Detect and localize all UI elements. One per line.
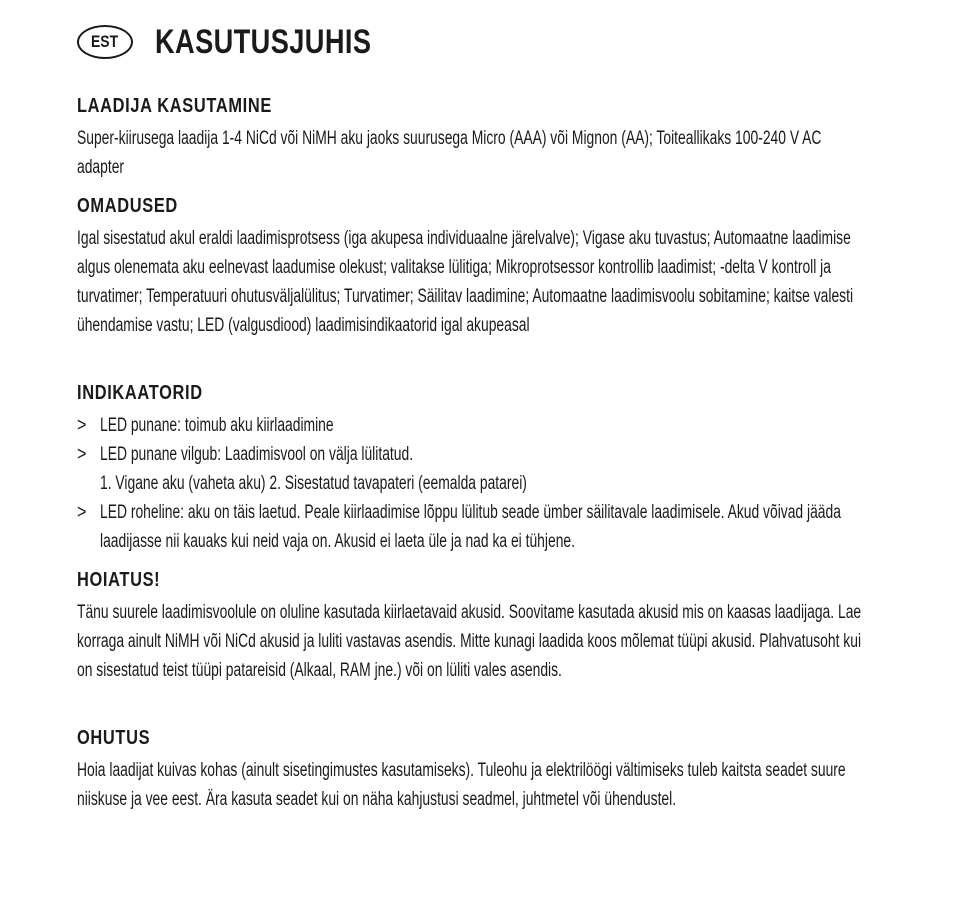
section-heading: HOIATUS! bbox=[77, 569, 161, 591]
section-safety bbox=[77, 724, 897, 843]
indicator-list bbox=[77, 411, 897, 556]
section-heading: LAADIJA KASUTAMINE bbox=[77, 95, 272, 117]
section-heading: INDIKAATORID bbox=[77, 382, 203, 404]
section-body bbox=[77, 124, 897, 182]
section-body bbox=[77, 598, 897, 714]
usage-text: Super-kiirusega laadija 1-4 NiCd või NiMH aku jaoks suurusega Micro (AAA) või Mignon (AA); Toiteallikaks 100-240 V AC adapter bbox=[77, 128, 822, 178]
section-warning bbox=[77, 566, 897, 714]
safety-text: Hoia laadijat kuivas kohas (ainult sisetingimustes kasutamiseks). Tuleohu ja elektrilöögi vältimiseks tuleb kaitsta seadet suure niiskuse ja vee eest. Ära kasuta seadet kui on näha kahjustusi seadmel, juhtmetel või ühendustel. bbox=[77, 760, 846, 810]
section-usage bbox=[77, 92, 897, 182]
warning-text: Tänu suurele laadimisvoolule on oluline kasutada kiirlaetavaid akusid. Soovitame kasutada akusid mis on kaasas laadijaga. Lae korraga ainult NiMH või NiCd akusid ja luliti vastavas asendis. Mitte kunagi laadida koos mõlemat tüüpi akusid. Plahvatusoht kui on sisestatud teist tüüpi patareisid (Alkaal, RAM jne.) või on lüliti vales asendis. bbox=[77, 602, 862, 681]
section-heading: OMADUSED bbox=[77, 195, 178, 217]
manual-page bbox=[77, 18, 897, 843]
language-badge-label: EST bbox=[91, 32, 119, 51]
list-item-text: LED punane: toimub aku kiirlaadimine bbox=[100, 415, 334, 436]
page-title: KASUTUSJUHIS bbox=[155, 22, 372, 61]
section-heading: OHUTUS bbox=[77, 727, 151, 749]
list-item-text: LED roheline: aku on täis laetud. Peale kiirlaadimise lõppu lülitub seade ümber säilitavale laadimisele. Akud võivad jääda laadijasse nii kauaks kui neid vaja on. Akusid ei laeta üle ja nad ka ei tühjene. bbox=[100, 502, 841, 552]
list-marker: > bbox=[77, 444, 87, 465]
list-marker: > bbox=[77, 415, 87, 436]
section-indicators bbox=[77, 379, 897, 556]
list-item bbox=[77, 411, 897, 440]
page-header bbox=[77, 18, 897, 66]
section-body bbox=[77, 224, 897, 369]
section-features bbox=[77, 192, 897, 369]
section-body bbox=[77, 756, 897, 843]
language-badge bbox=[77, 25, 133, 59]
list-item bbox=[77, 440, 897, 498]
list-item bbox=[77, 498, 897, 556]
features-text: Igal sisestatud akul eraldi laadimisprotsess (iga akupesa individuaalne järelvalve); Vigase aku tuvastus; Automaatne laadimise algus olenemata aku eelnevast laadumise olekust; valitakse lülitiga; Mikroprotsessor kontrollib laadimist; -delta V kontroll ja turvatimer; Temperatuuri ohutusväljalülitus; Turvatimer; Säilitav laadimine; Automaatne laadimisvoolu sobitamine; kaitse valesti ühendamise vastu; LED (valgusdiood) laadimisindikaatorid igal akupeasal bbox=[77, 228, 854, 336]
list-marker: > bbox=[77, 502, 87, 523]
list-item-subtext: 1. Vigane aku (vaheta aku) 2. Sisestatud tavapateri (eemalda patarei) bbox=[100, 473, 527, 494]
list-item-text: LED punane vilgub: Laadimisvool on välja lülitatud. bbox=[100, 444, 414, 465]
